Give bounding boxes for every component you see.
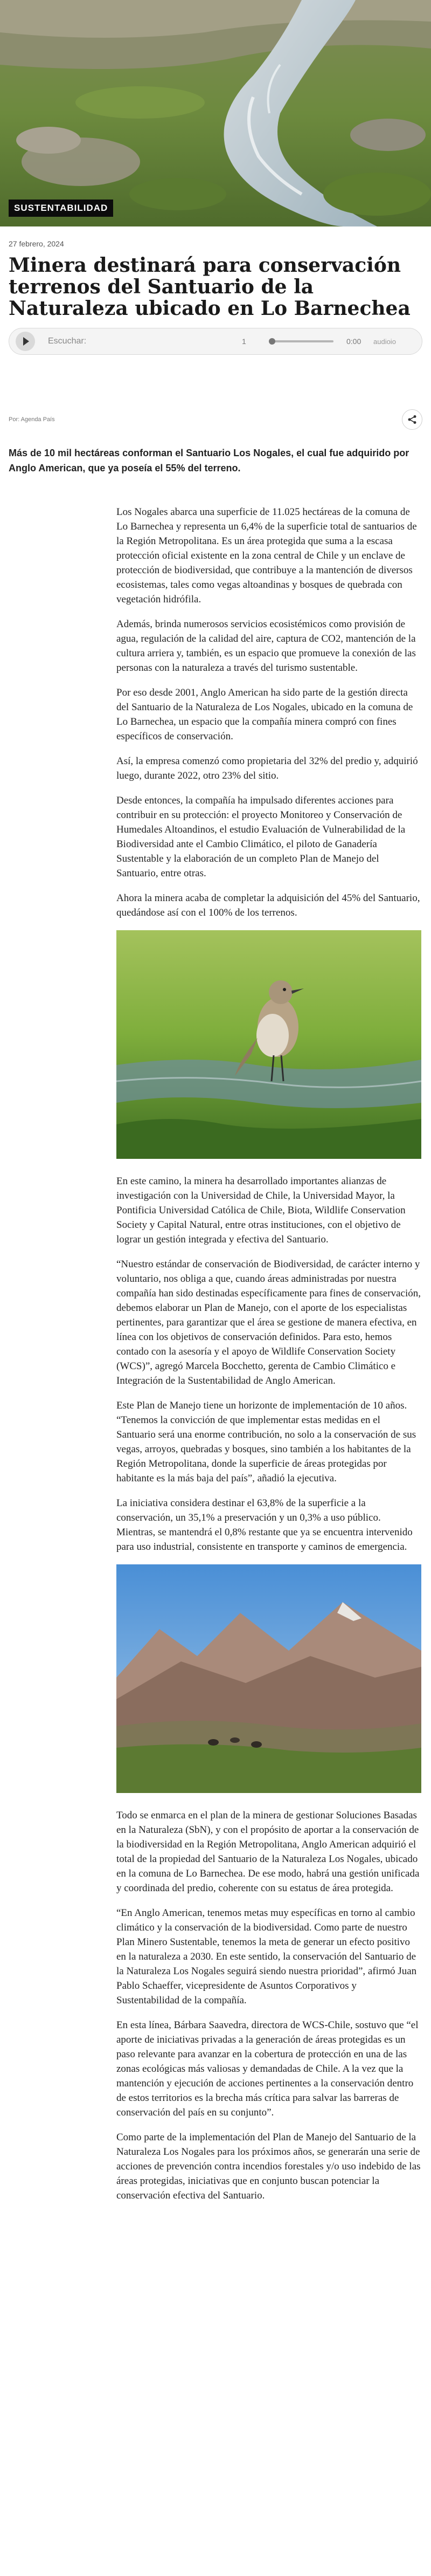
valley-image [116, 1564, 421, 1793]
body-paragraph: La iniciativa considera destinar el 63,8% de la superficie a la conservación, un 35,1% a preservación y un 0,3% a uso público. Mientras, se mantendrá el 0,8% restante que ya se encuentra intervenido para uso industrial, consistente en transporte y caminos de emergencia. [116, 1497, 413, 1553]
article-body [116, 505, 421, 2203]
time-display: 0:00 [346, 337, 362, 346]
valley-photo [116, 1564, 421, 1793]
playback-speed[interactable]: 1 [242, 337, 246, 346]
article-header [0, 239, 431, 476]
progress-slider[interactable] [269, 340, 333, 342]
body-paragraph: Así, la empresa comenzó como propietaria del 32% del predio y, adquirió luego, durante 2022, otro 23% del sitio. [116, 755, 418, 781]
share-icon [407, 415, 417, 424]
slider-thumb[interactable] [269, 338, 275, 345]
article-lead: Más de 10 mil hectáreas conforman el Santuario Los Nogales, el cual fue adquirido por Anglo American, que ya poseía el 55% del terreno. [9, 448, 409, 473]
body-paragraph: Este Plan de Manejo tiene un horizonte de implementación de 10 años. “Tenemos la convicción de que implementar estas medidas en el Santuario será una enorme contribución, no solo a la conservación de sus vegas, arroyos, quebradas y bosques, sino también a los habitantes de la Región Metropolitana, donde la superficie de áreas protegidas por habitante es la más baja del país”, añadió la ejecutiva. [116, 1400, 416, 1484]
body-paragraph: Desde entonces, la compañía ha impulsado diferentes acciones para contribuir en su protección: el proyecto Monitoreo y Conservación de Humedales Altoandinos, el estudio Evaluación de Vulnerabilidad de la Biodiversidad ante el Cambio Climático, el piloto de Ganadería Sustentable y la elaboración de un completo Plan de Manejo del Santuario, entre otras. [116, 795, 406, 879]
body-paragraph: Por eso desde 2001, Anglo American ha sido parte de la gestión directa del Santuario de la Naturaleza de Los Nogales, ubicado en la comuna de Lo Barnechea, un espacio que la compañía minera compró con fines específicos de conservación. [116, 687, 413, 742]
body-paragraph: En esta línea, Bárbara Saavedra, directora de WCS-Chile, sostuvo que “el aporte de iniciativas privadas a la generación de áreas protegidas es un paso relevante para avanzar en la cobertura de protección en una de las zonas ecológicas más valiosas y demandadas de Chile. A la vez que la mantención y ejecución de acciones pertinentes a la conservación dentro de estos territorios es la brecha más crítica para salvar las barreras de conservación del país en su conjunto”. [116, 2019, 419, 2118]
hero-image [0, 0, 431, 226]
stream-landscape-image [0, 0, 431, 226]
audio-player [9, 328, 422, 355]
article-meta [9, 409, 422, 430]
category-tag[interactable]: SUSTENTABILIDAD [9, 200, 113, 217]
body-paragraph: “En Anglo American, tenemos metas muy específicas en torno al cambio climático y la conservación de la biodiversidad. Como parte de nuestro Plan Minero Sustentable, tenemos la meta de generar un efecto positivo en la naturaleza a 2030. En este sentido, la conservación del Santuario de la Naturaleza Los Nogales seguirá siendo nuestra prioridad”, afirmó Juan Pablo Schaeffer, vicepresidente de Asuntos Corporativos y Sustentabilidad de la compañía. [116, 1907, 417, 2006]
player-brand[interactable]: audioio [373, 337, 396, 346]
publish-date: 27 febrero, 2024 [9, 239, 64, 248]
body-paragraph: Los Nogales abarca una superficie de 11.025 hectáreas de la comuna de Lo Barnechea y representa un 6,4% de la superficie total de santuarios de la Región Metropolitana. Es un área protegida que suma a la escasa protección oficial existente en la zona central de Chile y un enclave de protección de biodiversidad, que contribuye a la mantención de diversos ecosistemas, tales como vegas altoandinas y bosques de quebrada con vegetación hidrófila. [116, 506, 417, 605]
body-paragraph: En este camino, la minera ha desarrollado importantes alianzas de investigación con la Universidad de Chile, la Universidad Mayor, la Pontificia Universidad Católica de Chile, Biota, Wildlife Conservation Society y Capital Natural, entre otras instituciones, con el objetivo de lograr un gestión integrada y efectiva del Santuario. [116, 1176, 406, 1245]
body-paragraph: Todo se enmarca en el plan de la minera de gestionar Soluciones Basadas en la Naturaleza (SbN), y con el propósito de aportar a la conservación de la biodiversidad en la Región Metropolitana, Anglo American adquirió el total de la propiedad del Santuario de la Naturaleza Los Nogales, ubicado en la comuna de Lo Barnechea. De ese modo, habrá una gestión unificada y coordinada del predio, coherente con su estatus de área protegida. [116, 1810, 420, 1894]
body-paragraph: Como parte de la implementación del Plan de Manejo del Santuario de la Naturaleza Los Nogales para los próximos años, se generarán una serie de acciones de prevención contra incendios forestales y/o uso indebido de las áreas protegidas, iniciativas que en conjunto buscan potenciar la conservación efectiva del Santuario. [116, 2132, 421, 2201]
play-icon[interactable] [16, 332, 35, 351]
body-paragraph: Además, brinda numerosos servicios ecosistémicos como provisión de agua, regulación de la calidad del aire, captura de CO2, mantención de la cultura arriera y, también, es un espacio que promueve la conexión de las personas con la naturaleza a través del turismo sustentable. [116, 619, 416, 674]
bird-photo [116, 930, 421, 1159]
listen-label: Escuchar: [48, 336, 87, 346]
share-button[interactable] [402, 409, 422, 430]
body-paragraph: “Nuestro estándar de conservación de Biodiversidad, de carácter interno y voluntario, nos obliga a que, cuando áreas administradas por nuestra compañía han sido destinadas específicamente para fines de conservación, debemos elaborar un Plan de Manejo, con el aporte de los especialistas pertinentes, para garantizar que el área se gestione de manera efectiva, en línea con los objetivos de conservación definidos. Para esto, hemos contado con la asesoría y el apoyo de Wildlife Conservation Society (WCS)”, agregó Marcela Bocchetto, gerenta de Cambio Climático e Integración de la Sustentabilidad de Anglo American. [116, 1259, 421, 1386]
bird-image [116, 930, 421, 1159]
body-paragraph: Ahora la minera acaba de completar la adquisición del 45% del Santuario, quedándose así con el 100% de los terrenos. [116, 892, 420, 918]
author-byline: Por: Agenda País [9, 416, 55, 423]
article-title: Minera destinará para conservación terrenos del Santuario de la Naturaleza ubicado en Lo Barnechea [9, 254, 411, 320]
